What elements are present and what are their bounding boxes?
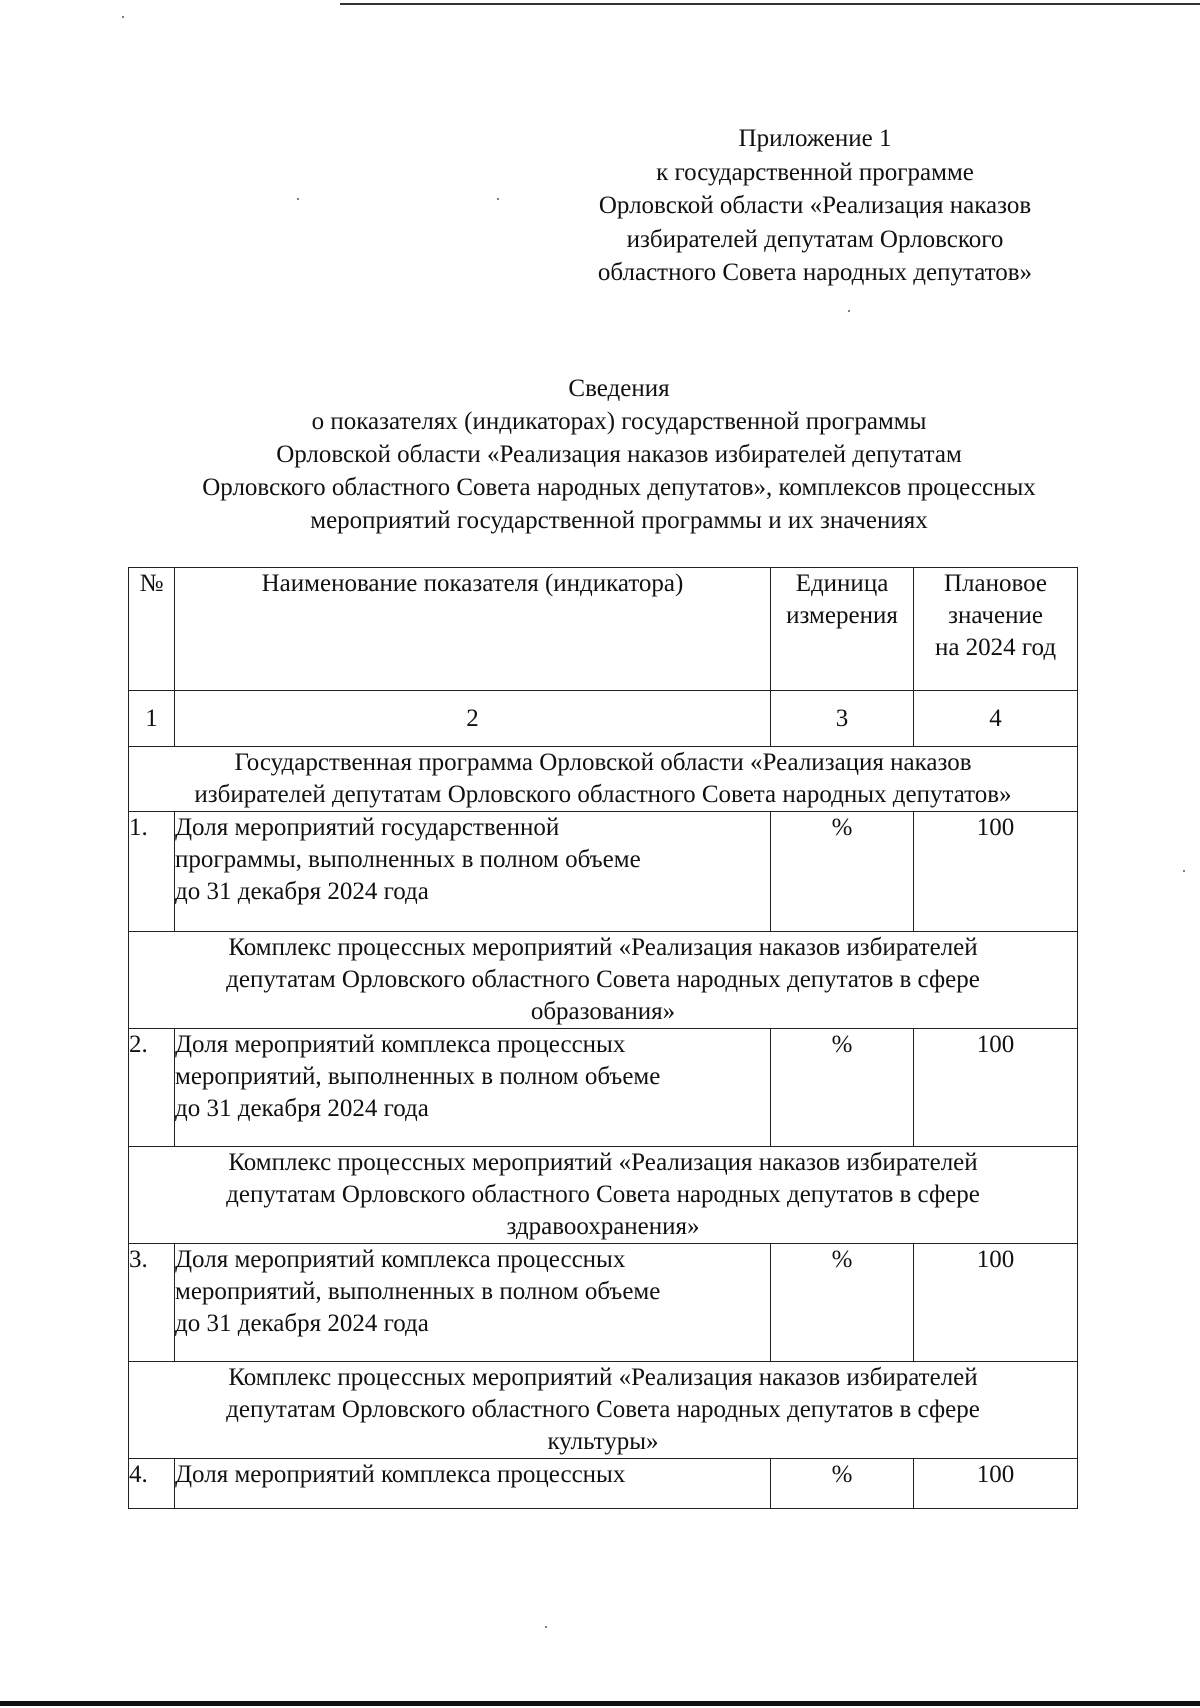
row-name-line: мероприятий, выполненных в полном объеме xyxy=(175,1278,661,1305)
row-num: 4. xyxy=(129,1459,175,1509)
row-num: 1. xyxy=(129,812,175,932)
header-plan-line: значение xyxy=(948,602,1043,629)
scan-speck xyxy=(1183,870,1185,872)
row-value: 100 xyxy=(914,812,1078,932)
table-row xyxy=(129,1244,1078,1362)
top-scan-border xyxy=(340,3,1200,5)
row-name xyxy=(175,1029,771,1147)
row-name-line: до 31 декабря 2024 года xyxy=(175,1095,429,1122)
bottom-scan-border xyxy=(0,1701,1200,1706)
header-plan xyxy=(914,568,1078,691)
row-value: 100 xyxy=(914,1244,1078,1362)
section-title-line: депутатам Орловского областного Совета народных депутатов в сфере xyxy=(226,1396,980,1423)
section-row xyxy=(129,1147,1078,1244)
row-name-line: до 31 декабря 2024 года xyxy=(175,1310,429,1337)
scan-speck xyxy=(848,310,850,312)
section-title xyxy=(129,747,1078,812)
header-unit xyxy=(771,568,914,691)
row-unit: % xyxy=(771,1029,914,1147)
row-name-line: до 31 декабря 2024 года xyxy=(175,878,429,905)
appendix-line: Приложение 1 xyxy=(738,125,892,152)
section-title-line: депутатам Орловского областного Совета народных депутатов в сфере xyxy=(226,1181,980,1208)
heading-line: Орловской области «Реализация наказов избирателей депутатам xyxy=(276,441,962,468)
appendix-line: Орловской области «Реализация наказов xyxy=(598,192,1032,219)
document-heading xyxy=(120,372,1118,537)
table-header-row xyxy=(129,568,1078,691)
row-unit: % xyxy=(771,1459,914,1509)
appendix-line: областного Совета народных депутатов» xyxy=(597,259,1033,286)
header-unit-line: Единица xyxy=(795,570,889,597)
section-title-line: Комплекс процессных мероприятий «Реализация наказов избирателей xyxy=(228,1364,978,1391)
row-num: 3. xyxy=(129,1244,175,1362)
row-name xyxy=(175,812,771,932)
column-number: 4 xyxy=(914,691,1078,747)
heading-line: о показателях (индикаторах) государственной программы xyxy=(311,408,927,435)
section-title xyxy=(129,1147,1078,1244)
row-unit: % xyxy=(771,1244,914,1362)
appendix-line: избирателей депутатам Орловского xyxy=(626,225,1004,253)
heading-line: Орловского областного Совета народных депутатов», комплексов процессных xyxy=(202,474,1036,501)
row-value: 100 xyxy=(914,1029,1078,1147)
scan-speck xyxy=(497,198,499,200)
appendix-block xyxy=(550,122,1080,290)
row-name-line: Доля мероприятий государственной xyxy=(175,814,560,841)
row-name-line: программы, выполненных в полном объеме xyxy=(175,846,641,873)
appendix-line: к государственной программе xyxy=(656,158,974,186)
section-title-line: депутатам Орловского областного Совета народных депутатов в сфере xyxy=(226,966,980,993)
header-plan-line: на 2024 год xyxy=(934,634,1057,661)
section-title xyxy=(129,1362,1078,1459)
row-name-line: Доля мероприятий комплекса процессных xyxy=(175,1461,626,1488)
section-title xyxy=(129,932,1078,1029)
row-value: 100 xyxy=(914,1459,1078,1509)
table-row xyxy=(129,1029,1078,1147)
row-unit: % xyxy=(771,812,914,932)
section-row xyxy=(129,747,1078,812)
scan-speck xyxy=(122,16,124,18)
scan-speck xyxy=(297,198,299,200)
row-num: 2. xyxy=(129,1029,175,1147)
section-title-line: здравоохранения» xyxy=(506,1213,700,1240)
table-row xyxy=(129,812,1078,932)
column-number-row xyxy=(129,691,1078,747)
header-plan-line: Плановое xyxy=(943,570,1048,597)
row-name xyxy=(175,1244,771,1362)
section-row xyxy=(129,932,1078,1029)
column-number: 1 xyxy=(129,691,175,747)
section-row xyxy=(129,1362,1078,1459)
row-name xyxy=(175,1459,771,1509)
section-title-line: Государственная программа Орловской области «Реализация наказов xyxy=(234,749,972,776)
column-number: 3 xyxy=(771,691,914,747)
section-title-line: Комплекс процессных мероприятий «Реализация наказов избирателей xyxy=(228,934,978,961)
row-name-line: Доля мероприятий комплекса процессных xyxy=(175,1031,626,1058)
scan-speck xyxy=(545,1626,547,1628)
section-title-line: Комплекс процессных мероприятий «Реализация наказов избирателей xyxy=(228,1149,978,1176)
header-num: № xyxy=(129,568,175,691)
indicators-table xyxy=(128,567,1078,1509)
header-unit-line: измерения xyxy=(786,602,898,629)
column-number: 2 xyxy=(175,691,771,747)
section-title-line: образования» xyxy=(530,998,676,1025)
header-name: Наименование показателя (индикатора) xyxy=(175,568,771,691)
row-name-line: Доля мероприятий комплекса процессных xyxy=(175,1246,626,1273)
section-title-line: культуры» xyxy=(547,1428,659,1455)
section-title-line: избирателей депутатам Орловского областного Совета народных депутатов» xyxy=(194,781,1012,808)
row-name-line: мероприятий, выполненных в полном объеме xyxy=(175,1063,661,1090)
table-row xyxy=(129,1459,1078,1509)
heading-line: мероприятий государственной программы и их значениях xyxy=(310,507,928,534)
heading-title: Сведения xyxy=(568,375,670,402)
